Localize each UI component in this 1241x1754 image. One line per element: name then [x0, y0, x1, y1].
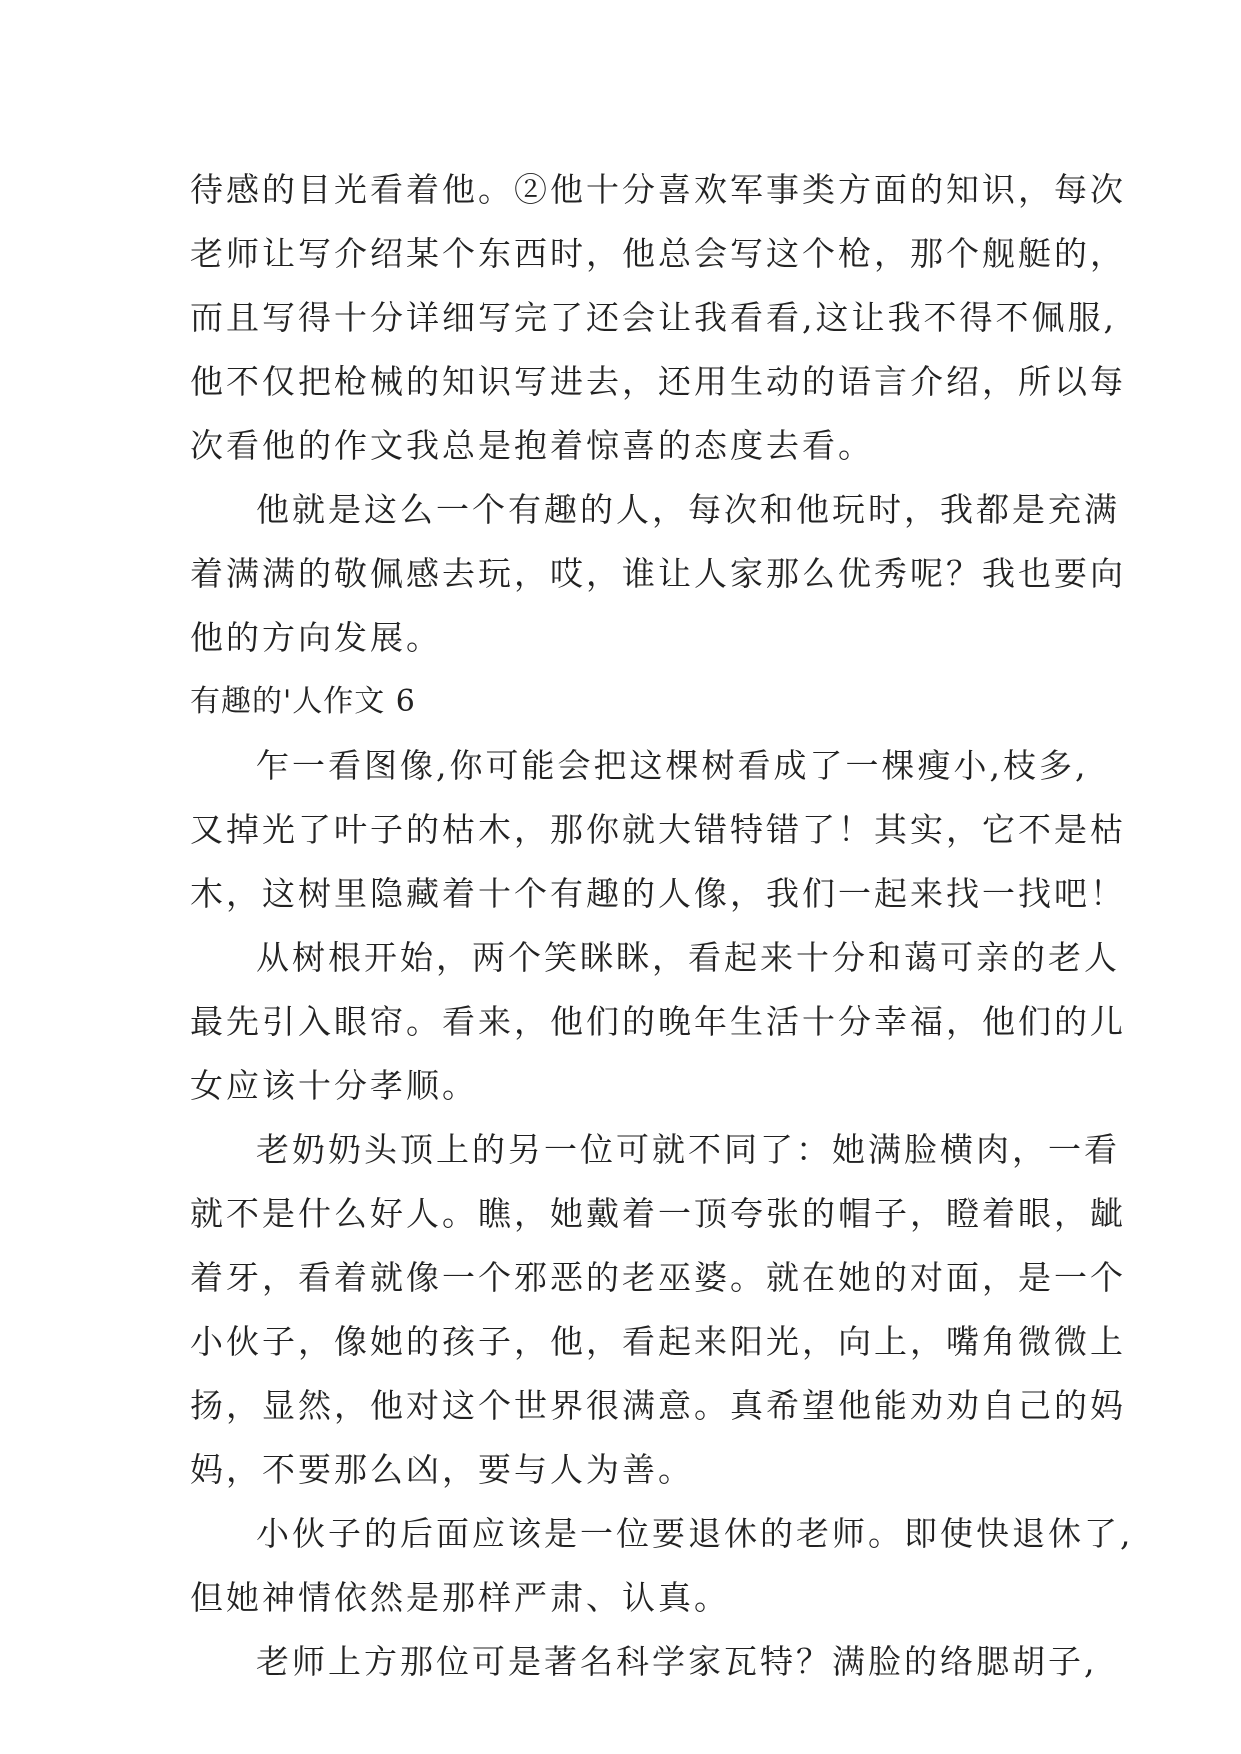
text-line: 他不仅把枪械的知识写进去，还用生动的语言介绍，所以每 — [190, 362, 1126, 401]
text-line: 又掉光了叶子的枯木，那你就大错特错了！其实，它不是枯 — [190, 810, 1126, 849]
text-line: 妈，不要那么凶，要与人为善。 — [190, 1450, 694, 1489]
text-line: 而且写得十分详细写完了还会让我看看,这让我不得不佩服, — [190, 298, 1117, 337]
essay-text — [190, 158, 1134, 1694]
text-line: 小伙子的后面应该是一位要退休的老师。即使快退休了, — [256, 1514, 1134, 1553]
text-line: 木，这树里隐藏着十个有趣的人像，我们一起来找一找吧！ — [190, 874, 1126, 913]
text-line: 着牙，看着就像一个邪恶的老巫婆。就在她的对面，是一个 — [190, 1258, 1126, 1297]
text-line: 就不是什么好人。瞧，她戴着一顶夸张的帽子，瞪着眼，龇 — [190, 1194, 1126, 1233]
text-line: 老师上方那位可是著名科学家瓦特？满脸的络腮胡子, — [256, 1642, 1098, 1681]
text-line: 女应该十分孝顺。 — [190, 1066, 478, 1105]
text-line: 但她神情依然是那样严肃、认真。 — [190, 1578, 730, 1617]
text-line: 次看他的作文我总是抱着惊喜的态度去看。 — [190, 426, 874, 465]
text-line: 从树根开始，两个笑眯眯，看起来十分和蔼可亲的老人 — [256, 938, 1120, 977]
text-line: 待感的目光看着他。②他十分喜欢军事类方面的知识，每次 — [190, 170, 1126, 209]
text-line: 老奶奶头顶上的另一位可就不同了：她满脸横肉，一看 — [256, 1130, 1120, 1169]
text-line: 他的方向发展。 — [190, 618, 442, 657]
text-line: 小伙子，像她的孩子，他，看起来阳光，向上，嘴角微微上 — [190, 1322, 1126, 1361]
text-line: 着满满的敬佩感去玩，哎，谁让人家那么优秀呢？我也要向 — [190, 554, 1126, 593]
text-line: 扬，显然，他对这个世界很满意。真希望他能劝劝自己的妈 — [190, 1386, 1126, 1425]
text-line: 乍一看图像,你可能会把这棵树看成了一棵瘦小,枝多, — [256, 746, 1089, 785]
text-line: 老师让写介绍某个东西时，他总会写这个枪，那个舰艇的， — [190, 234, 1126, 273]
section-heading: 有趣的'人作文 6 — [190, 684, 416, 719]
text-line: 他就是这么一个有趣的人，每次和他玩时，我都是充满 — [256, 490, 1120, 529]
text-line: 最先引入眼帘。看来，他们的晚年生活十分幸福，他们的儿 — [190, 1002, 1126, 1041]
